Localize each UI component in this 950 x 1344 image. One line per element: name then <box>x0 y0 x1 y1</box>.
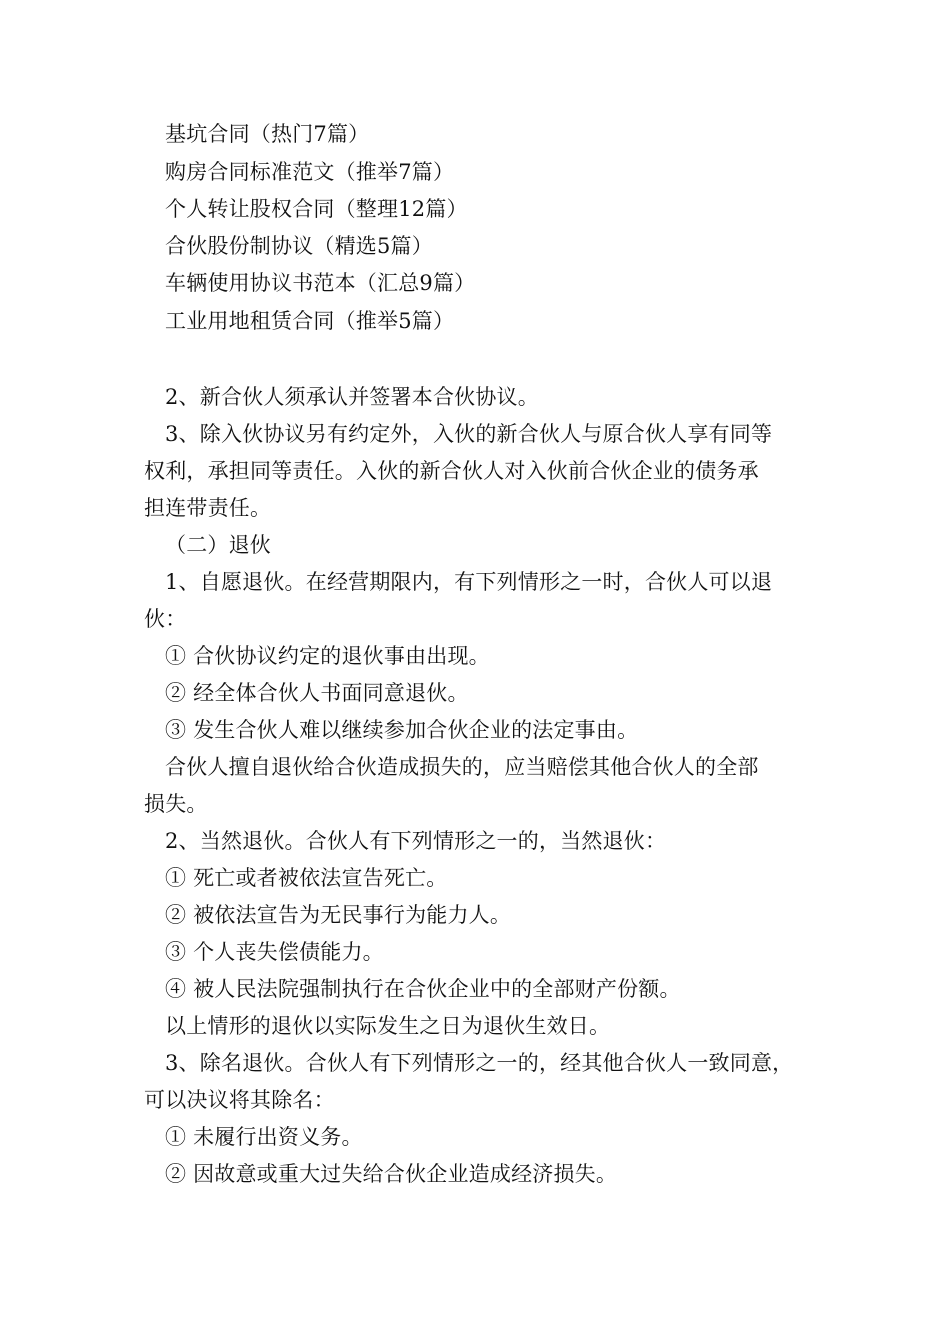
paragraph-line: 担连带责任。 <box>144 496 272 520</box>
paragraph-line: 2、当然退伙。合伙人有下列情形之一的，当然退伙： <box>165 829 667 853</box>
paragraph-line: 1、自愿退伙。在经营期限内，有下列情形之一时，合伙人可以退 <box>165 570 773 594</box>
paragraph-line: 以上情形的退伙以实际发生之日为退伙生效日。 <box>165 1014 611 1038</box>
paragraph-line: 3、除名退伙。合伙人有下列情形之一的，经其他合伙人一致同意， <box>165 1051 794 1075</box>
list-item: ① 合伙协议约定的退伙事由出现。 <box>165 644 490 668</box>
related-link[interactable]: 合伙股份制协议（精选5篇） <box>165 234 433 258</box>
list-item: ① 未履行出资义务。 <box>165 1125 363 1149</box>
list-item: ① 死亡或者被依法宣告死亡。 <box>165 866 448 890</box>
list-item: ② 因故意或重大过失给合伙企业造成经济损失。 <box>165 1162 618 1186</box>
related-link[interactable]: 购房合同标准范文（推举7篇） <box>165 160 455 184</box>
list-item: ④ 被人民法院强制执行在合伙企业中的全部财产份额。 <box>165 977 681 1001</box>
paragraph-line: 2、新合伙人须承认并签署本合伙协议。 <box>165 385 539 409</box>
list-item: ② 被依法宣告为无民事行为能力人。 <box>165 903 512 927</box>
paragraph-line: 权利，承担同等责任。入伙的新合伙人对入伙前合伙企业的债务承 <box>144 459 759 483</box>
paragraph-line: 伙： <box>144 607 187 631</box>
section-heading: （二）退伙 <box>165 533 271 557</box>
related-link[interactable]: 个人转让股权合同（整理12篇） <box>165 197 468 221</box>
list-item: ③ 发生合伙人难以继续参加合伙企业的法定事由。 <box>165 718 639 742</box>
paragraph-line: 合伙人擅自退伙给合伙造成损失的，应当赔偿其他合伙人的全部 <box>165 755 759 779</box>
related-link[interactable]: 车辆使用协议书范本（汇总9篇） <box>165 271 476 295</box>
paragraph-line: 3、除入伙协议另有约定外，入伙的新合伙人与原合伙人享有同等 <box>165 422 773 446</box>
paragraph-line: 损失。 <box>144 792 208 816</box>
list-item: ② 经全体合伙人书面同意退伙。 <box>165 681 469 705</box>
related-link[interactable]: 基坑合同（热门7篇） <box>165 122 370 146</box>
list-item: ③ 个人丧失偿债能力。 <box>165 940 384 964</box>
related-link[interactable]: 工业用地租赁合同（推举5篇） <box>165 309 455 333</box>
paragraph-line: 可以决议将其除名： <box>144 1088 335 1112</box>
